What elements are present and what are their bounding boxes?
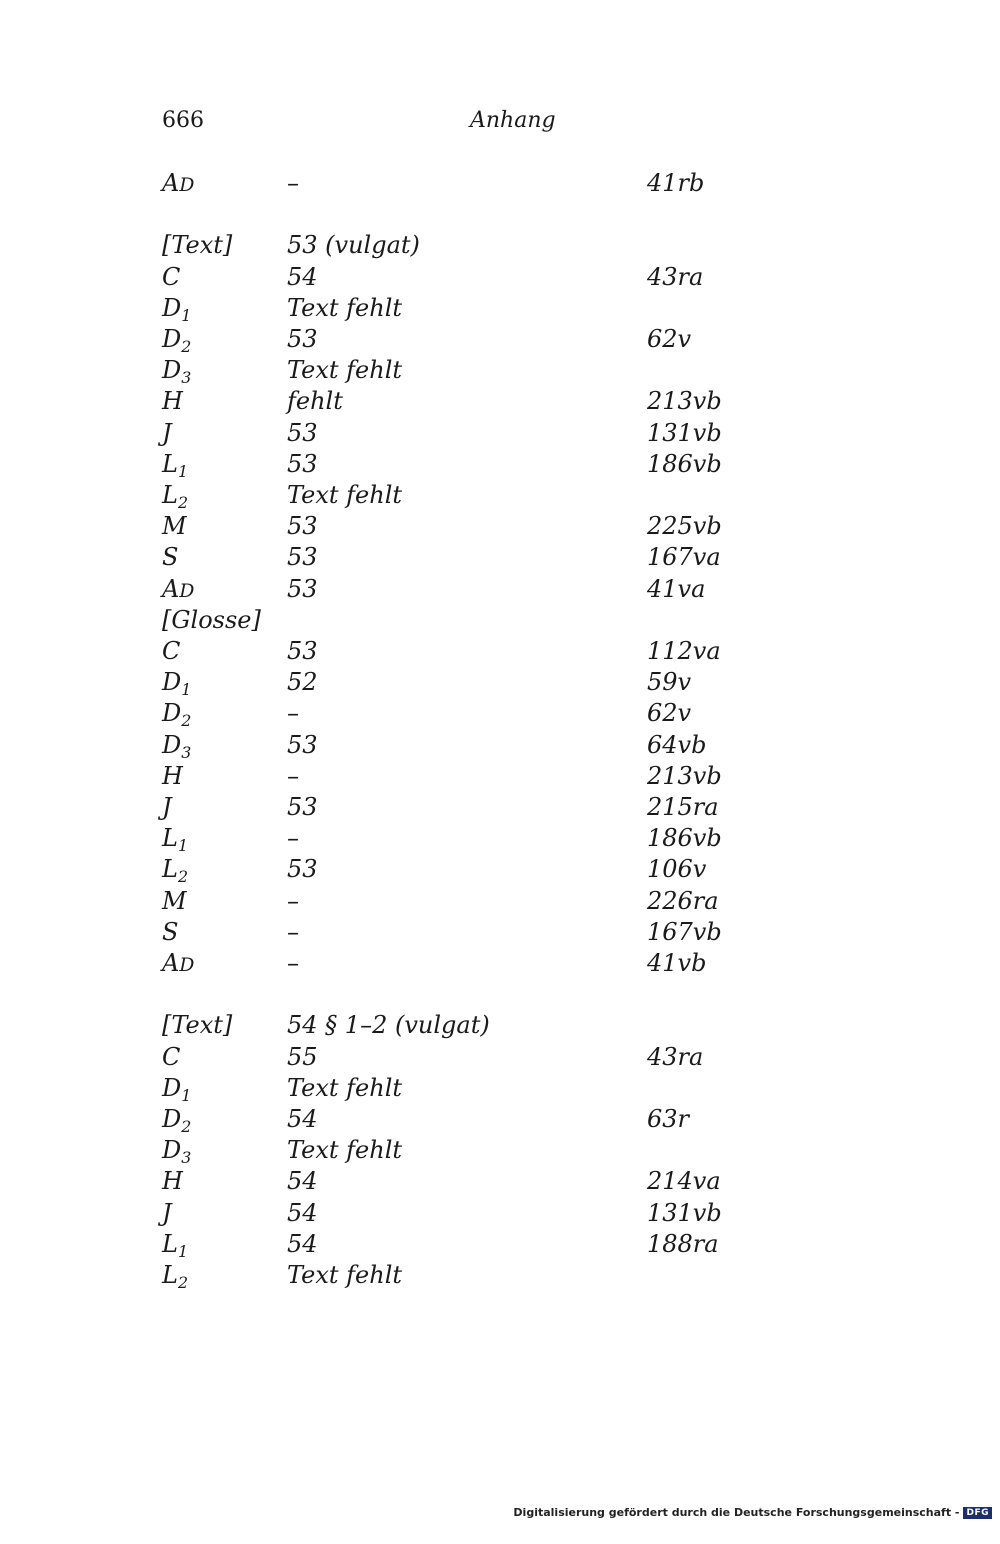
table-row <box>0 792 1000 823</box>
chapter-value: 54 <box>287 1167 318 1196</box>
siglum-letter: L <box>162 481 178 509</box>
siglum <box>162 418 172 449</box>
chapter-value: 53 <box>287 418 318 447</box>
siglum-letter: M <box>162 886 187 915</box>
siglum-letter: [Text] <box>162 231 233 260</box>
siglum <box>162 230 232 261</box>
siglum <box>162 667 191 698</box>
table-row <box>0 293 1000 324</box>
siglum <box>162 636 180 667</box>
folio-value: 41rb <box>647 169 705 197</box>
chapter-value: 53 (vulgat) <box>287 231 420 260</box>
folio-value: 62v <box>647 699 692 728</box>
table-row <box>0 1042 1000 1073</box>
chapter-value: 53 <box>287 512 318 541</box>
siglum <box>162 1229 188 1260</box>
chapter-value: 55 <box>287 1042 318 1071</box>
table-row <box>0 854 1000 885</box>
siglum <box>162 262 180 293</box>
siglum <box>162 886 187 917</box>
siglum <box>162 854 188 885</box>
siglum <box>162 449 188 480</box>
chapter-value: – <box>287 169 299 197</box>
folio-value: 41va <box>647 574 706 603</box>
chapter-value: Text fehlt <box>287 481 403 509</box>
table-row <box>0 418 1000 449</box>
folio-value: 214va <box>647 1167 721 1196</box>
chapter-value: fehlt <box>287 387 343 416</box>
siglum-subscript: 3 <box>181 1147 192 1167</box>
table-row <box>0 730 1000 761</box>
siglum-letter: D <box>162 293 182 322</box>
siglum <box>162 730 191 761</box>
siglum <box>162 792 172 823</box>
chapter-value: 54 § 1–2 (vulgat) <box>287 1011 490 1040</box>
table-row <box>0 1135 1000 1166</box>
folio-value: 186vb <box>647 449 722 478</box>
siglum <box>162 948 194 981</box>
siglum-letter: A <box>162 949 180 977</box>
siglum-smallcaps: D <box>179 580 195 602</box>
siglum-subscript: 2 <box>177 867 189 887</box>
folio-value: 131vb <box>647 418 722 447</box>
siglum-subscript: 1 <box>177 835 189 855</box>
siglum <box>162 1198 172 1229</box>
siglum-letter: H <box>162 387 183 416</box>
chapter-value: 53 <box>287 449 318 478</box>
chapter-value: 54 <box>287 1105 318 1133</box>
siglum <box>162 324 191 355</box>
siglum <box>162 386 183 417</box>
table-row <box>0 168 1000 199</box>
table-row <box>0 948 1000 979</box>
siglum-subscript: 3 <box>181 742 192 762</box>
chapter-value: 53 <box>287 543 318 572</box>
siglum <box>162 1260 188 1291</box>
table-row <box>0 917 1000 948</box>
folio-value: 186vb <box>647 824 722 853</box>
siglum-letter: D <box>162 1136 182 1165</box>
siglum-letter: D <box>162 356 182 385</box>
siglum-letter: J <box>162 1198 172 1227</box>
table-row <box>0 886 1000 917</box>
siglum-letter: L <box>162 449 178 478</box>
chapter-value: 54 <box>287 262 318 291</box>
table-row <box>0 449 1000 480</box>
table-row <box>0 761 1000 792</box>
siglum-letter: [Text] <box>162 1011 233 1040</box>
siglum-letter: L <box>162 855 178 884</box>
chapter-value: Text fehlt <box>287 1136 403 1165</box>
folio-value: 63r <box>647 1105 690 1133</box>
chapter-value: Text fehlt <box>287 1073 403 1102</box>
siglum-letter: A <box>162 169 180 197</box>
chapter-value: – <box>287 699 299 728</box>
siglum-subscript: 1 <box>181 305 192 325</box>
siglum-subscript: 3 <box>181 367 192 387</box>
siglum <box>162 480 188 511</box>
chapter-value: – <box>287 949 299 977</box>
table-row <box>0 1166 1000 1197</box>
siglum-letter: D <box>162 325 182 353</box>
siglum <box>162 1104 191 1135</box>
table-row <box>0 542 1000 573</box>
siglum-smallcaps: D <box>179 175 195 196</box>
folio-value: 226ra <box>647 886 719 915</box>
siglum <box>162 542 178 573</box>
siglum <box>162 605 261 636</box>
chapter-value: 53 <box>287 855 318 884</box>
folio-value: 213vb <box>647 387 722 416</box>
footer-text: Digitalisierung gefördert durch die Deutsche Forschungsgemeinschaft - <box>513 1506 960 1519</box>
siglum-letter: S <box>162 543 179 572</box>
table-row <box>0 324 1000 355</box>
table-row <box>0 1073 1000 1104</box>
chapter-value: 52 <box>287 668 318 697</box>
siglum-subscript: 1 <box>177 1241 189 1261</box>
siglum-letter: S <box>162 917 179 946</box>
chapter-value: 53 <box>287 793 318 821</box>
page-number: 666 <box>162 108 204 133</box>
siglum-letter: L <box>162 1261 178 1289</box>
folio-value: 167vb <box>647 917 722 946</box>
table-row <box>0 386 1000 417</box>
siglum-letter: L <box>162 824 178 853</box>
siglum-letter: M <box>162 512 187 541</box>
siglum <box>162 511 187 542</box>
table-row <box>0 355 1000 386</box>
siglum <box>162 1073 191 1104</box>
chapter-value: 53 <box>287 730 318 759</box>
siglum-subscript: 1 <box>181 679 192 699</box>
siglum-subscript: 1 <box>177 461 189 481</box>
dfg-logo: DFG <box>963 1507 992 1519</box>
siglum <box>162 574 194 607</box>
table-row <box>0 262 1000 293</box>
chapter-value: 54 <box>287 1229 318 1258</box>
siglum <box>162 1166 183 1197</box>
table-row <box>0 1010 1000 1041</box>
chapter-value: 53 <box>287 637 318 665</box>
table-row <box>0 636 1000 667</box>
siglum <box>162 1010 232 1041</box>
siglum-letter: J <box>162 793 172 821</box>
siglum-letter: D <box>162 1105 182 1133</box>
table-row <box>0 480 1000 511</box>
siglum-letter: D <box>162 668 182 697</box>
table-row <box>0 823 1000 854</box>
siglum-letter: D <box>162 730 182 759</box>
siglum <box>162 355 191 386</box>
siglum-subscript: 2 <box>181 336 192 356</box>
siglum-subscript: 2 <box>181 711 192 731</box>
siglum-letter: A <box>162 574 180 603</box>
siglum <box>162 698 191 729</box>
siglum <box>162 917 178 948</box>
chapter-value: – <box>287 761 299 790</box>
table-row <box>0 230 1000 261</box>
table-row <box>0 698 1000 729</box>
folio-value: 64vb <box>647 730 707 759</box>
siglum <box>162 761 183 792</box>
table-row <box>0 574 1000 605</box>
chapter-value: – <box>287 917 299 946</box>
siglum-letter: D <box>162 1073 182 1102</box>
table-row <box>0 1229 1000 1260</box>
chapter-value: Text fehlt <box>287 293 403 322</box>
siglum <box>162 168 194 201</box>
folio-value: 215ra <box>647 793 719 821</box>
siglum-smallcaps: D <box>179 955 195 976</box>
chapter-value: 53 <box>287 574 318 603</box>
chapter-value: 54 <box>287 1198 318 1227</box>
table-row <box>0 511 1000 542</box>
folio-value: 106v <box>647 855 707 884</box>
table-row <box>0 667 1000 698</box>
siglum-subscript: 2 <box>177 1272 189 1292</box>
siglum <box>162 1042 180 1073</box>
siglum-letter: D <box>162 699 182 728</box>
folio-value: 43ra <box>647 1042 704 1071</box>
chapter-value: – <box>287 886 299 915</box>
folio-value: 131vb <box>647 1198 722 1227</box>
siglum-letter: C <box>162 1042 181 1071</box>
folio-value: 43ra <box>647 262 704 291</box>
siglum-letter: H <box>162 1167 183 1196</box>
siglum-letter: H <box>162 761 183 790</box>
folio-value: 41vb <box>647 949 707 977</box>
siglum-subscript: 2 <box>177 492 189 512</box>
running-head: Anhang <box>470 108 556 133</box>
table-row <box>0 1260 1000 1291</box>
siglum-subscript: 1 <box>181 1085 192 1105</box>
siglum-letter: J <box>162 418 172 447</box>
chapter-value: Text fehlt <box>287 356 403 385</box>
siglum <box>162 293 191 324</box>
table-row <box>0 1104 1000 1135</box>
chapter-value: – <box>287 824 299 853</box>
table-row <box>0 605 1000 636</box>
siglum-letter: C <box>162 262 181 291</box>
folio-value: 167va <box>647 543 721 572</box>
siglum-subscript: 2 <box>181 1116 192 1136</box>
table-row <box>0 1198 1000 1229</box>
folio-value: 62v <box>647 325 692 353</box>
folio-value: 59v <box>647 668 692 697</box>
siglum-letter: C <box>162 637 181 665</box>
siglum-letter: [Glosse] <box>162 605 261 634</box>
folio-value: 188ra <box>647 1229 719 1258</box>
chapter-value: 53 <box>287 325 318 353</box>
siglum-letter: L <box>162 1229 178 1258</box>
siglum <box>162 823 188 854</box>
folio-value: 112va <box>647 637 721 665</box>
chapter-value: Text fehlt <box>287 1261 403 1289</box>
folio-value: 225vb <box>647 512 722 541</box>
folio-value: 213vb <box>647 761 722 790</box>
siglum <box>162 1135 191 1166</box>
